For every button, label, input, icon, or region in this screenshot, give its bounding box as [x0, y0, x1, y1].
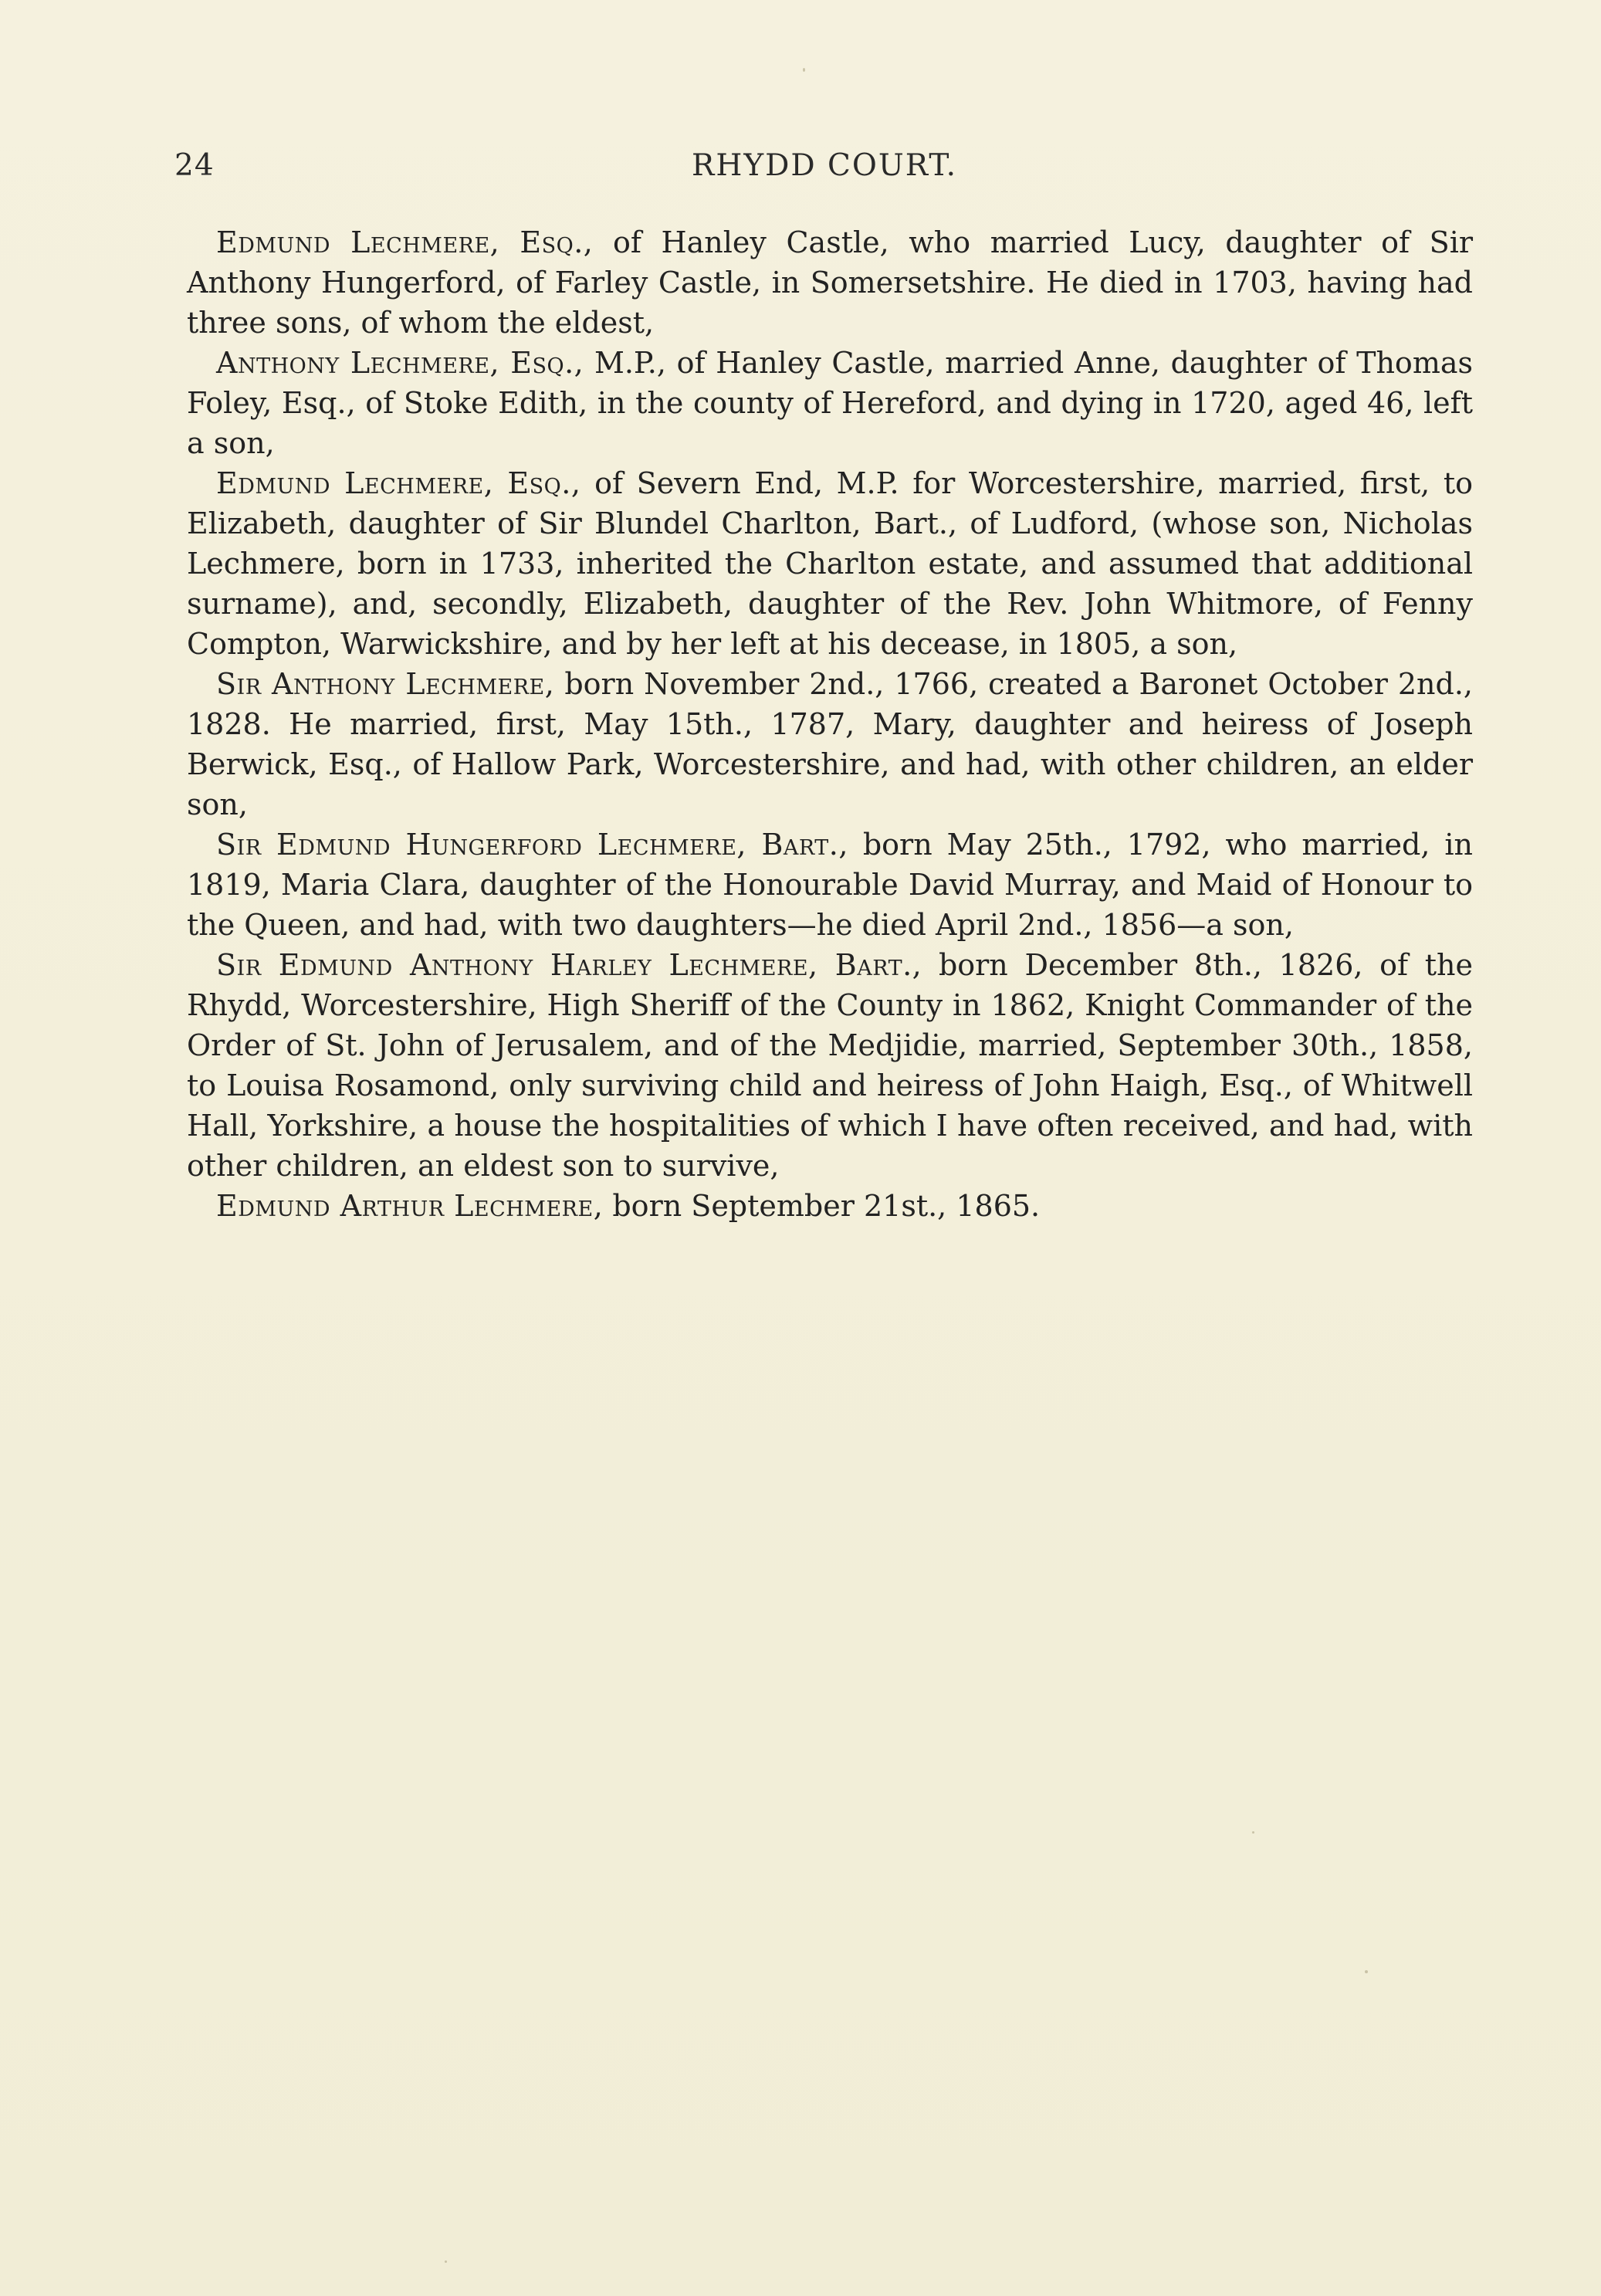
page-number: 24 — [174, 148, 215, 183]
entry-anthony-lechmere — [187, 343, 1473, 463]
entry-text: born September 21st., 1865. — [603, 1189, 1041, 1223]
entry-text: born December 8th., 1826, of the Rhydd, Worcestershire, High Sheriff of the County in 1862, Knight Commander of the Order of St. John of Jerusalem, and of the Medjidie, married, September 30th., 1858, to Louisa Rosamond, only surviving child and heiress of John Haigh, Esq., of Whitwell Hall, Yorkshire, a house the hospitalities of which I have often received, and had, with other children, an eldest son to survive, — [187, 948, 1474, 1183]
paper-speck — [445, 2260, 447, 2263]
entry-name: Sir Edmund Anthony Harley Lechmere, Bart., — [216, 948, 922, 982]
entry-text: of Severn End, M.P. for Worcestershire, married, first, to Elizabeth, daughter of Sir Blundel Charlton, Bart., of Ludford, (whose son, Nicholas Lechmere, born in 1733, inherited the Charlton estate, and assumed that additional surname), and, secondly, Elizabeth, daughter of the Rev. John Whitmore, of Fenny Compton, Warwickshire, and by her left at his decease, in 1805, a son, — [187, 466, 1473, 661]
entry-text: M.P., of Hanley Castle, married Anne, daughter of Thomas Foley, Esq., of Stoke Edith, in the county of Hereford, and dying in 1720, aged 46, left a son, — [187, 346, 1474, 460]
entry-sir-anthony-lechmere — [187, 664, 1473, 825]
paper-speck — [1365, 1970, 1368, 1973]
entry-name: Sir Edmund Hungerford Lechmere, Bart., — [216, 828, 848, 862]
paper-speck — [803, 68, 805, 72]
entry-edmund-lechmere — [187, 222, 1473, 343]
running-title: RHYDD COURT. — [691, 148, 958, 183]
entry-sir-edmund-anthony-harley-lechmere — [187, 945, 1473, 1186]
page-header — [174, 148, 1474, 195]
entry-text: born November 2nd., 1766, created a Baronet October 2nd., 1828. He married, first, May 15th., 1787, Mary, daughter and heiress of Joseph Berwick, Esq., of Hallow Park, Worcestershire, and had, with other children, an elder son, — [187, 667, 1474, 821]
entry-edmund-lechmere-severn-end — [187, 463, 1473, 664]
entry-edmund-arthur-lechmere — [187, 1186, 1473, 1226]
entry-sir-edmund-hungerford-lechmere — [187, 825, 1473, 945]
entry-name: Edmund Lechmere, Esq., — [216, 466, 581, 500]
entry-name: Sir Anthony Lechmere, — [216, 667, 555, 701]
paper-speck — [1252, 1831, 1254, 1834]
genealogy-text — [187, 222, 1473, 1226]
entry-text: of Hanley Castle, who married Lucy, daughter of Sir Anthony Hungerford, of Farley Castle, in Somersetshire. He died in 1703, having had three sons, of whom the eldest, — [187, 225, 1474, 340]
entry-text: born May 25th., 1792, who married, in 1819, Maria Clara, daughter of the Honourable David Murray, and Maid of Honour to the Queen, and had, with two daughters—he died April 2nd., 1856—a son, — [187, 828, 1473, 942]
entry-name: Edmund Lechmere, Esq., — [216, 225, 594, 259]
entry-name: Edmund Arthur Lechmere, — [216, 1189, 604, 1223]
entry-name: Anthony Lechmere, Esq., — [216, 346, 584, 380]
